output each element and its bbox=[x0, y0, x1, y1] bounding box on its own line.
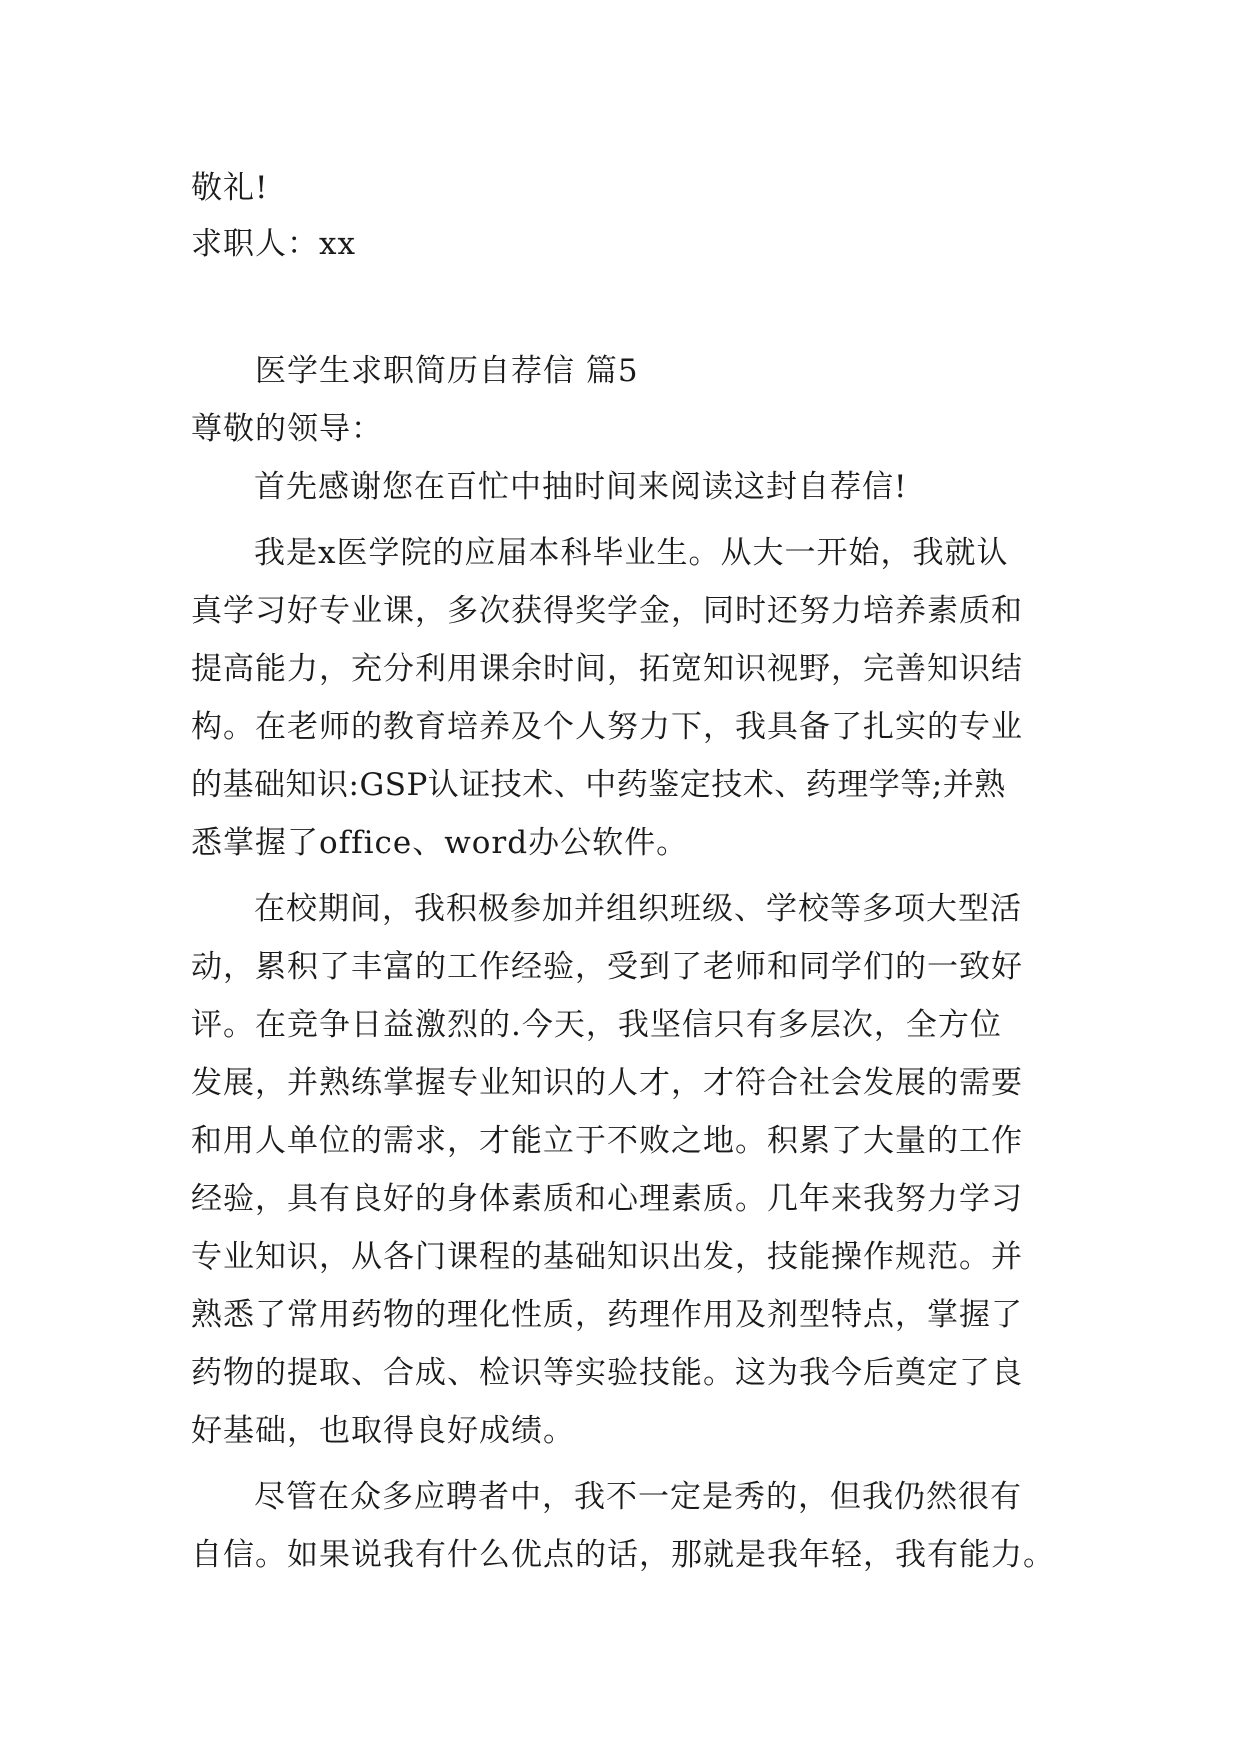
paragraph-line: 和用人单位的需求，才能立于不败之地。积累了大量的工作 bbox=[191, 1123, 1023, 1159]
paragraph-line: 首先感谢您在百忙中抽时间来阅读这封自荐信! bbox=[254, 469, 908, 505]
paragraph-line: 尽管在众多应聘者中，我不一定是秀的，但我仍然很有 bbox=[254, 1479, 1022, 1515]
paragraph-line: 我是x医学院的应届本科毕业生。从大一开始，我就认 bbox=[254, 535, 1009, 571]
salutation: 尊敬的领导： bbox=[191, 411, 383, 447]
paragraph-2 bbox=[191, 524, 1047, 872]
paragraph-line: 发展，并熟练掌握专业知识的人才，才符合社会发展的需要 bbox=[191, 1065, 1023, 1101]
section-title: 医学生求职简历自荐信 篇5 bbox=[255, 353, 639, 389]
closing-applicant: 求职人：xx bbox=[191, 226, 356, 262]
paragraph-line: 真学习好专业课，多次获得奖学金，同时还努力培养素质和 bbox=[191, 593, 1023, 629]
paragraph-1 bbox=[191, 458, 1047, 516]
paragraph-line: 的基础知识:GSP认证技术、中药鉴定技术、药理学等;并熟 bbox=[191, 767, 1006, 803]
paragraph-line: 评。在竞争日益激烈的.今天，我坚信只有多层次，全方位 bbox=[191, 1007, 1002, 1043]
paragraph-3 bbox=[191, 880, 1047, 1460]
paragraph-line: 悉掌握了office、word办公软件。 bbox=[191, 825, 689, 861]
paragraph-line: 构。在老师的教育培养及个人努力下，我具备了扎实的专业 bbox=[191, 709, 1023, 745]
paragraph-4 bbox=[191, 1468, 1055, 1584]
paragraph-line: 动，累积了丰富的工作经验，受到了老师和同学们的一致好 bbox=[191, 949, 1023, 985]
closing-regards: 敬礼! bbox=[191, 170, 269, 206]
paragraph-line: 在校期间，我积极参加并组织班级、学校等多项大型活 bbox=[254, 891, 1022, 927]
paragraph-line: 专业知识，从各门课程的基础知识出发，技能操作规范。并 bbox=[191, 1239, 1023, 1275]
paragraph-line: 好基础，也取得良好成绩。 bbox=[191, 1413, 575, 1449]
paragraph-line: 经验，具有良好的身体素质和心理素质。几年来我努力学习 bbox=[191, 1181, 1023, 1217]
document-body bbox=[191, 160, 1055, 1584]
paragraph-line: 提高能力，充分利用课余时间，拓宽知识视野，完善知识结 bbox=[191, 651, 1023, 687]
paragraph-line: 药物的提取、合成、检识等实验技能。这为我今后奠定了良 bbox=[191, 1355, 1023, 1391]
paragraph-line: 自信。如果说我有什么优点的话，那就是我年轻，我有能力。 bbox=[191, 1537, 1055, 1573]
paragraph-line: 熟悉了常用药物的理化性质，药理作用及剂型特点，掌握了 bbox=[191, 1297, 1023, 1333]
